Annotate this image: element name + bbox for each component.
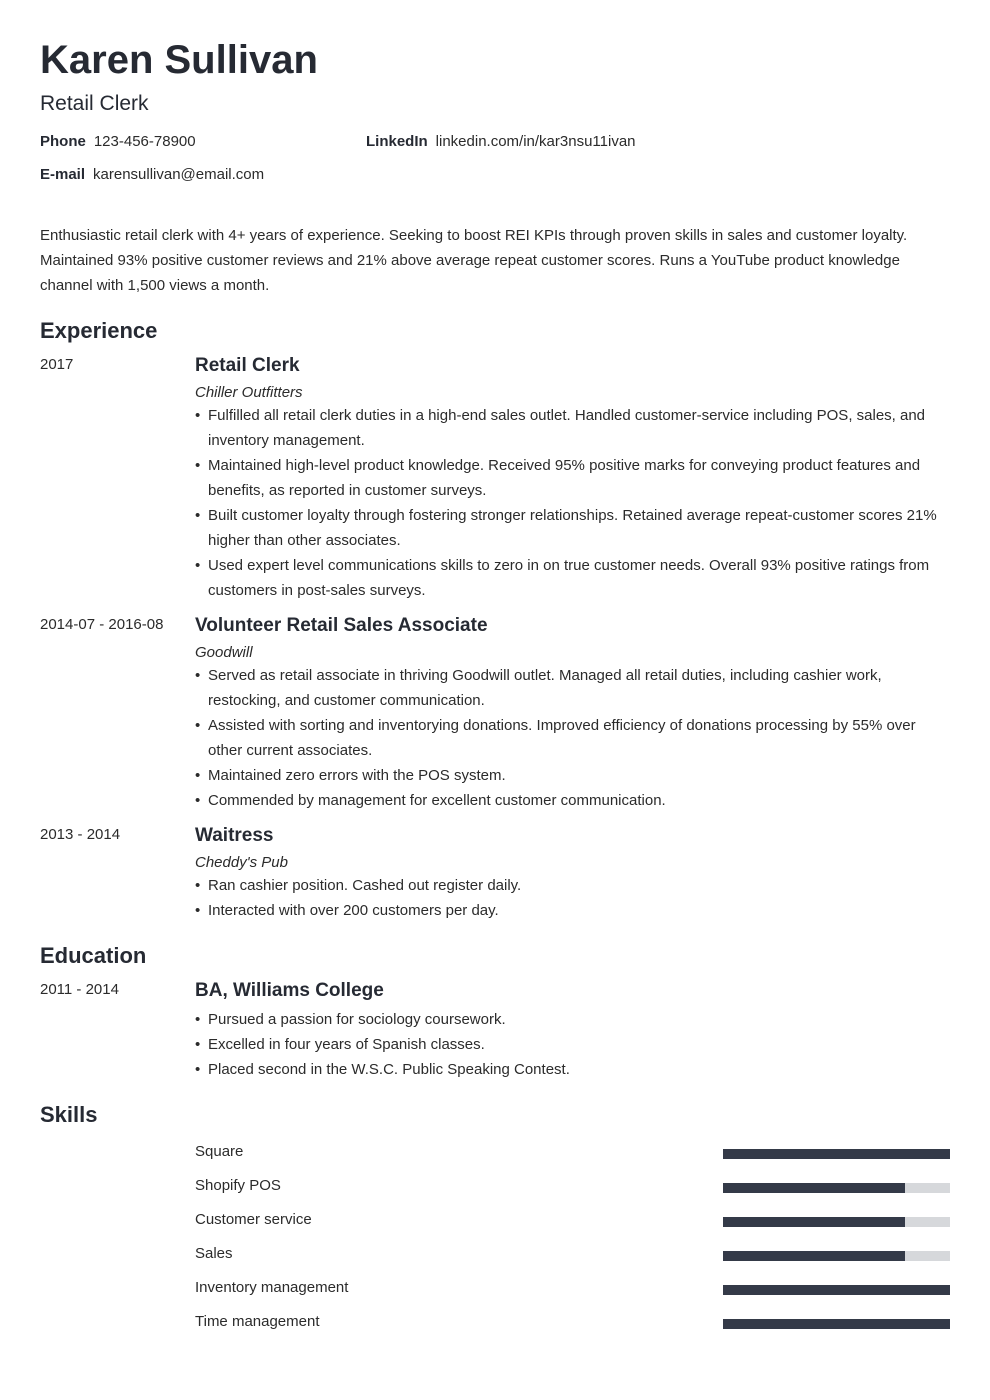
bullet-dot-icon: • xyxy=(195,1061,201,1078)
bullet-item xyxy=(195,553,950,603)
skill-row xyxy=(195,1142,950,1176)
bullet-item xyxy=(195,663,950,713)
skill-name: Customer service xyxy=(195,1211,312,1228)
entry-role: Waitress xyxy=(195,825,274,846)
bullet-item xyxy=(195,453,950,503)
bullet-text: Used expert level communications skills to zero in on true customer needs. Overall 93% positive ratings from customers in post-sales surveys. xyxy=(208,557,930,599)
skill-level-bar xyxy=(723,1149,950,1159)
entry-date: 2013 - 2014 xyxy=(40,826,121,843)
experience-list xyxy=(40,354,950,923)
experience-entry xyxy=(40,614,950,813)
skill-level-fill xyxy=(723,1217,905,1227)
bullet-list xyxy=(195,1007,950,1082)
bullet-dot-icon: • xyxy=(195,717,201,734)
bullet-text: Excelled in four years of Spanish classes. xyxy=(208,1036,485,1053)
skill-level-fill xyxy=(723,1285,950,1295)
linkedin-label: LinkedIn xyxy=(366,133,428,150)
entry-role: Retail Clerk xyxy=(195,355,300,376)
bullet-list xyxy=(195,873,950,923)
skills-list xyxy=(40,1142,950,1346)
bullet-dot-icon: • xyxy=(195,767,201,784)
email-value[interactable]: karensullivan@email.com xyxy=(93,166,265,183)
skill-level-fill xyxy=(723,1251,905,1261)
bullet-text: Pursued a passion for sociology coursework. xyxy=(208,1011,506,1028)
bullet-text: Maintained high-level product knowledge. Received 95% positive marks for conveying product features and benefits, as reported in customer surveys. xyxy=(208,457,921,499)
education-heading: Education xyxy=(40,943,147,968)
bullet-dot-icon: • xyxy=(195,667,201,684)
bullet-item xyxy=(195,403,950,453)
entry-date: 2011 - 2014 xyxy=(40,981,119,998)
bullet-item xyxy=(195,1007,950,1032)
skill-name: Inventory management xyxy=(195,1279,349,1296)
experience-entry xyxy=(40,354,950,603)
entry-date: 2014-07 - 2016-08 xyxy=(40,616,164,633)
bullet-text: Ran cashier position. Cashed out register daily. xyxy=(208,877,522,894)
skill-row xyxy=(195,1210,950,1244)
skill-level-bar xyxy=(723,1285,950,1295)
linkedin-value[interactable]: linkedin.com/in/kar3nsu11ivan xyxy=(435,133,636,150)
skill-row xyxy=(195,1278,950,1312)
contact-info xyxy=(40,133,950,203)
bullet-item xyxy=(195,713,950,763)
bullet-dot-icon: • xyxy=(195,877,201,894)
bullet-dot-icon: • xyxy=(195,457,201,474)
skill-level-fill xyxy=(723,1149,950,1159)
bullet-text: Fulfilled all retail clerk duties in a high-end sales outlet. Handled customer-service including POS, sales, and inventory management. xyxy=(208,407,926,449)
contact-linkedin xyxy=(366,133,636,150)
phone-value: 123-456-78900 xyxy=(93,133,196,150)
skill-name: Square xyxy=(195,1143,244,1160)
summary-paragraph: Enthusiastic retail clerk with 4+ years of experience. Seeking to boost REI KPIs through proven skills in sales and customer loyalty. Maintained 93% positive customer reviews and 21% above average repeat customer scores. Runs a YouTube product knowledge channel with 1,500 views a month. xyxy=(40,227,908,294)
bullet-item xyxy=(195,788,950,813)
bullet-list xyxy=(195,403,950,603)
education-entry xyxy=(40,979,950,1082)
bullet-text: Maintained zero errors with the POS system. xyxy=(208,767,506,784)
bullet-text: Interacted with over 200 customers per day. xyxy=(208,902,499,919)
bullet-dot-icon: • xyxy=(195,407,201,424)
skill-row xyxy=(195,1312,950,1346)
bullet-dot-icon: • xyxy=(195,557,201,574)
bullet-text: Assisted with sorting and inventorying donations. Improved efficiency of donations processing by 55% over other current associates. xyxy=(208,717,916,759)
email-label: E-mail xyxy=(40,166,86,183)
skill-level-bar xyxy=(723,1319,950,1329)
bullet-item xyxy=(195,1032,950,1057)
skill-row xyxy=(195,1244,950,1278)
bullet-item xyxy=(195,503,950,553)
skill-level-bar xyxy=(723,1251,950,1261)
bullet-item xyxy=(195,1057,950,1082)
bullet-item xyxy=(195,873,950,898)
bullet-text: Served as retail associate in thriving Goodwill outlet. Managed all retail duties, including cashier work, restocking, and customer communication. xyxy=(208,667,882,709)
skill-level-fill xyxy=(723,1183,905,1193)
bullet-dot-icon: • xyxy=(195,1011,201,1028)
bullet-text: Commended by management for excellent customer communication. xyxy=(208,792,666,809)
bullet-list xyxy=(195,663,950,813)
bullet-text: Placed second in the W.S.C. Public Speaking Contest. xyxy=(208,1061,570,1078)
bullet-dot-icon: • xyxy=(195,792,201,809)
skill-level-bar xyxy=(723,1217,950,1227)
bullet-dot-icon: • xyxy=(195,507,201,524)
education-list xyxy=(40,979,950,1082)
skill-level-bar xyxy=(723,1183,950,1193)
bullet-item xyxy=(195,898,950,923)
skill-name: Sales xyxy=(195,1245,233,1262)
bullet-dot-icon: • xyxy=(195,902,201,919)
skill-name: Time management xyxy=(195,1313,320,1330)
entry-role: Volunteer Retail Sales Associate xyxy=(195,615,488,636)
contact-email xyxy=(40,166,264,183)
experience-heading: Experience xyxy=(40,318,158,343)
phone-label: Phone xyxy=(40,133,86,150)
resume-page xyxy=(40,38,950,1346)
candidate-name: Karen Sullivan xyxy=(40,38,318,82)
skill-name: Shopify POS xyxy=(195,1177,281,1194)
entry-company: Goodwill xyxy=(195,644,253,661)
entry-company: Chiller Outfitters xyxy=(195,384,303,401)
entry-date: 2017 xyxy=(40,356,74,373)
entry-company: Cheddy's Pub xyxy=(195,854,288,871)
bullet-text: Built customer loyalty through fostering stronger relationships. Retained average repeat-customer scores 21% higher than other associates. xyxy=(208,507,937,549)
contact-phone xyxy=(40,133,196,150)
bullet-item xyxy=(195,763,950,788)
bullet-dot-icon: • xyxy=(195,1036,201,1053)
entry-degree: BA, Williams College xyxy=(195,980,384,1001)
experience-entry xyxy=(40,824,950,923)
skills-heading: Skills xyxy=(40,1102,98,1127)
skill-row xyxy=(195,1176,950,1210)
skill-level-fill xyxy=(723,1319,950,1329)
job-title: Retail Clerk xyxy=(40,92,149,115)
